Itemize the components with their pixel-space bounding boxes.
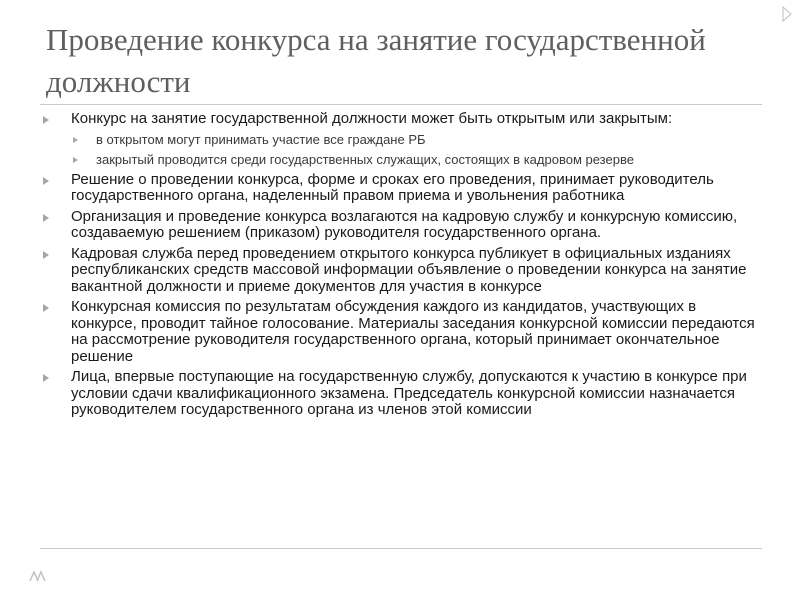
list-item-text: Организация и проведение конкурса возлагаются на кадровую службу и конкурсную комиссию, создаваемую решением (приказом) руководителя государственного органа. [71, 207, 738, 241]
bullet-icon [43, 251, 49, 259]
sub-list-item [71, 152, 765, 168]
list-item [40, 172, 765, 205]
bullet-icon [43, 304, 49, 312]
list-item-text: Конкурс на занятие государственной должности может быть открытым или закрытым: [71, 110, 673, 127]
list-item [40, 209, 765, 242]
sub-list-item-text: закрытый проводится среди государственных служащих, состоящих в кадровом резерве [96, 151, 634, 167]
list-item [40, 246, 765, 296]
list-item [40, 369, 765, 419]
list-item-text: Лица, впервые поступающие на государственную службу, допускаются к участию в конкурсе при условии сдачи квалификационного экзамена. Председатель конкурсной комиссии назначается руководителем государственного органа из членов этой комиссии [71, 368, 747, 418]
list-item-text: Решение о проведении конкурса, форме и сроках его проведения, принимает руководитель государственного органа, наделенный правом приема и увольнения работника [71, 170, 714, 204]
slide-title: Проведение конкурса на занятие государственной должности [46, 22, 706, 99]
list-item-text: Конкурсная комиссия по результатам обсуждения каждого из кандидатов, участвующих в конкурсе, проводит тайное голосование. Материалы заседания конкурсной комиссии передаются на рассмотрение руководителя государственного органа, который принимает окончательное решение [71, 298, 755, 365]
sub-bullet-list [71, 132, 765, 168]
bullet-list [40, 111, 765, 423]
list-item [40, 111, 765, 168]
bullet-icon [43, 374, 49, 382]
list-item-text: Кадровая служба перед проведением открытого конкурса публикует в официальных изданиях республиканских средств массовой информации объявление о проведении конкурса на занятие вакантной должности и приеме документов для участия в конкурсе [71, 244, 747, 295]
sub-list-item [71, 132, 765, 148]
list-item [40, 299, 765, 365]
sub-list-item-text: в открытом могут принимать участие все граждане РБ [96, 131, 426, 147]
corner-triangle-icon [782, 6, 792, 22]
bullet-icon [43, 177, 49, 185]
sub-bullet-icon [73, 137, 78, 143]
title-divider [40, 104, 762, 105]
double-chevron-icon [28, 569, 48, 583]
bullet-icon [43, 214, 49, 222]
footer-divider [40, 548, 762, 549]
bullet-icon [43, 116, 49, 124]
sub-bullet-icon [73, 157, 78, 163]
